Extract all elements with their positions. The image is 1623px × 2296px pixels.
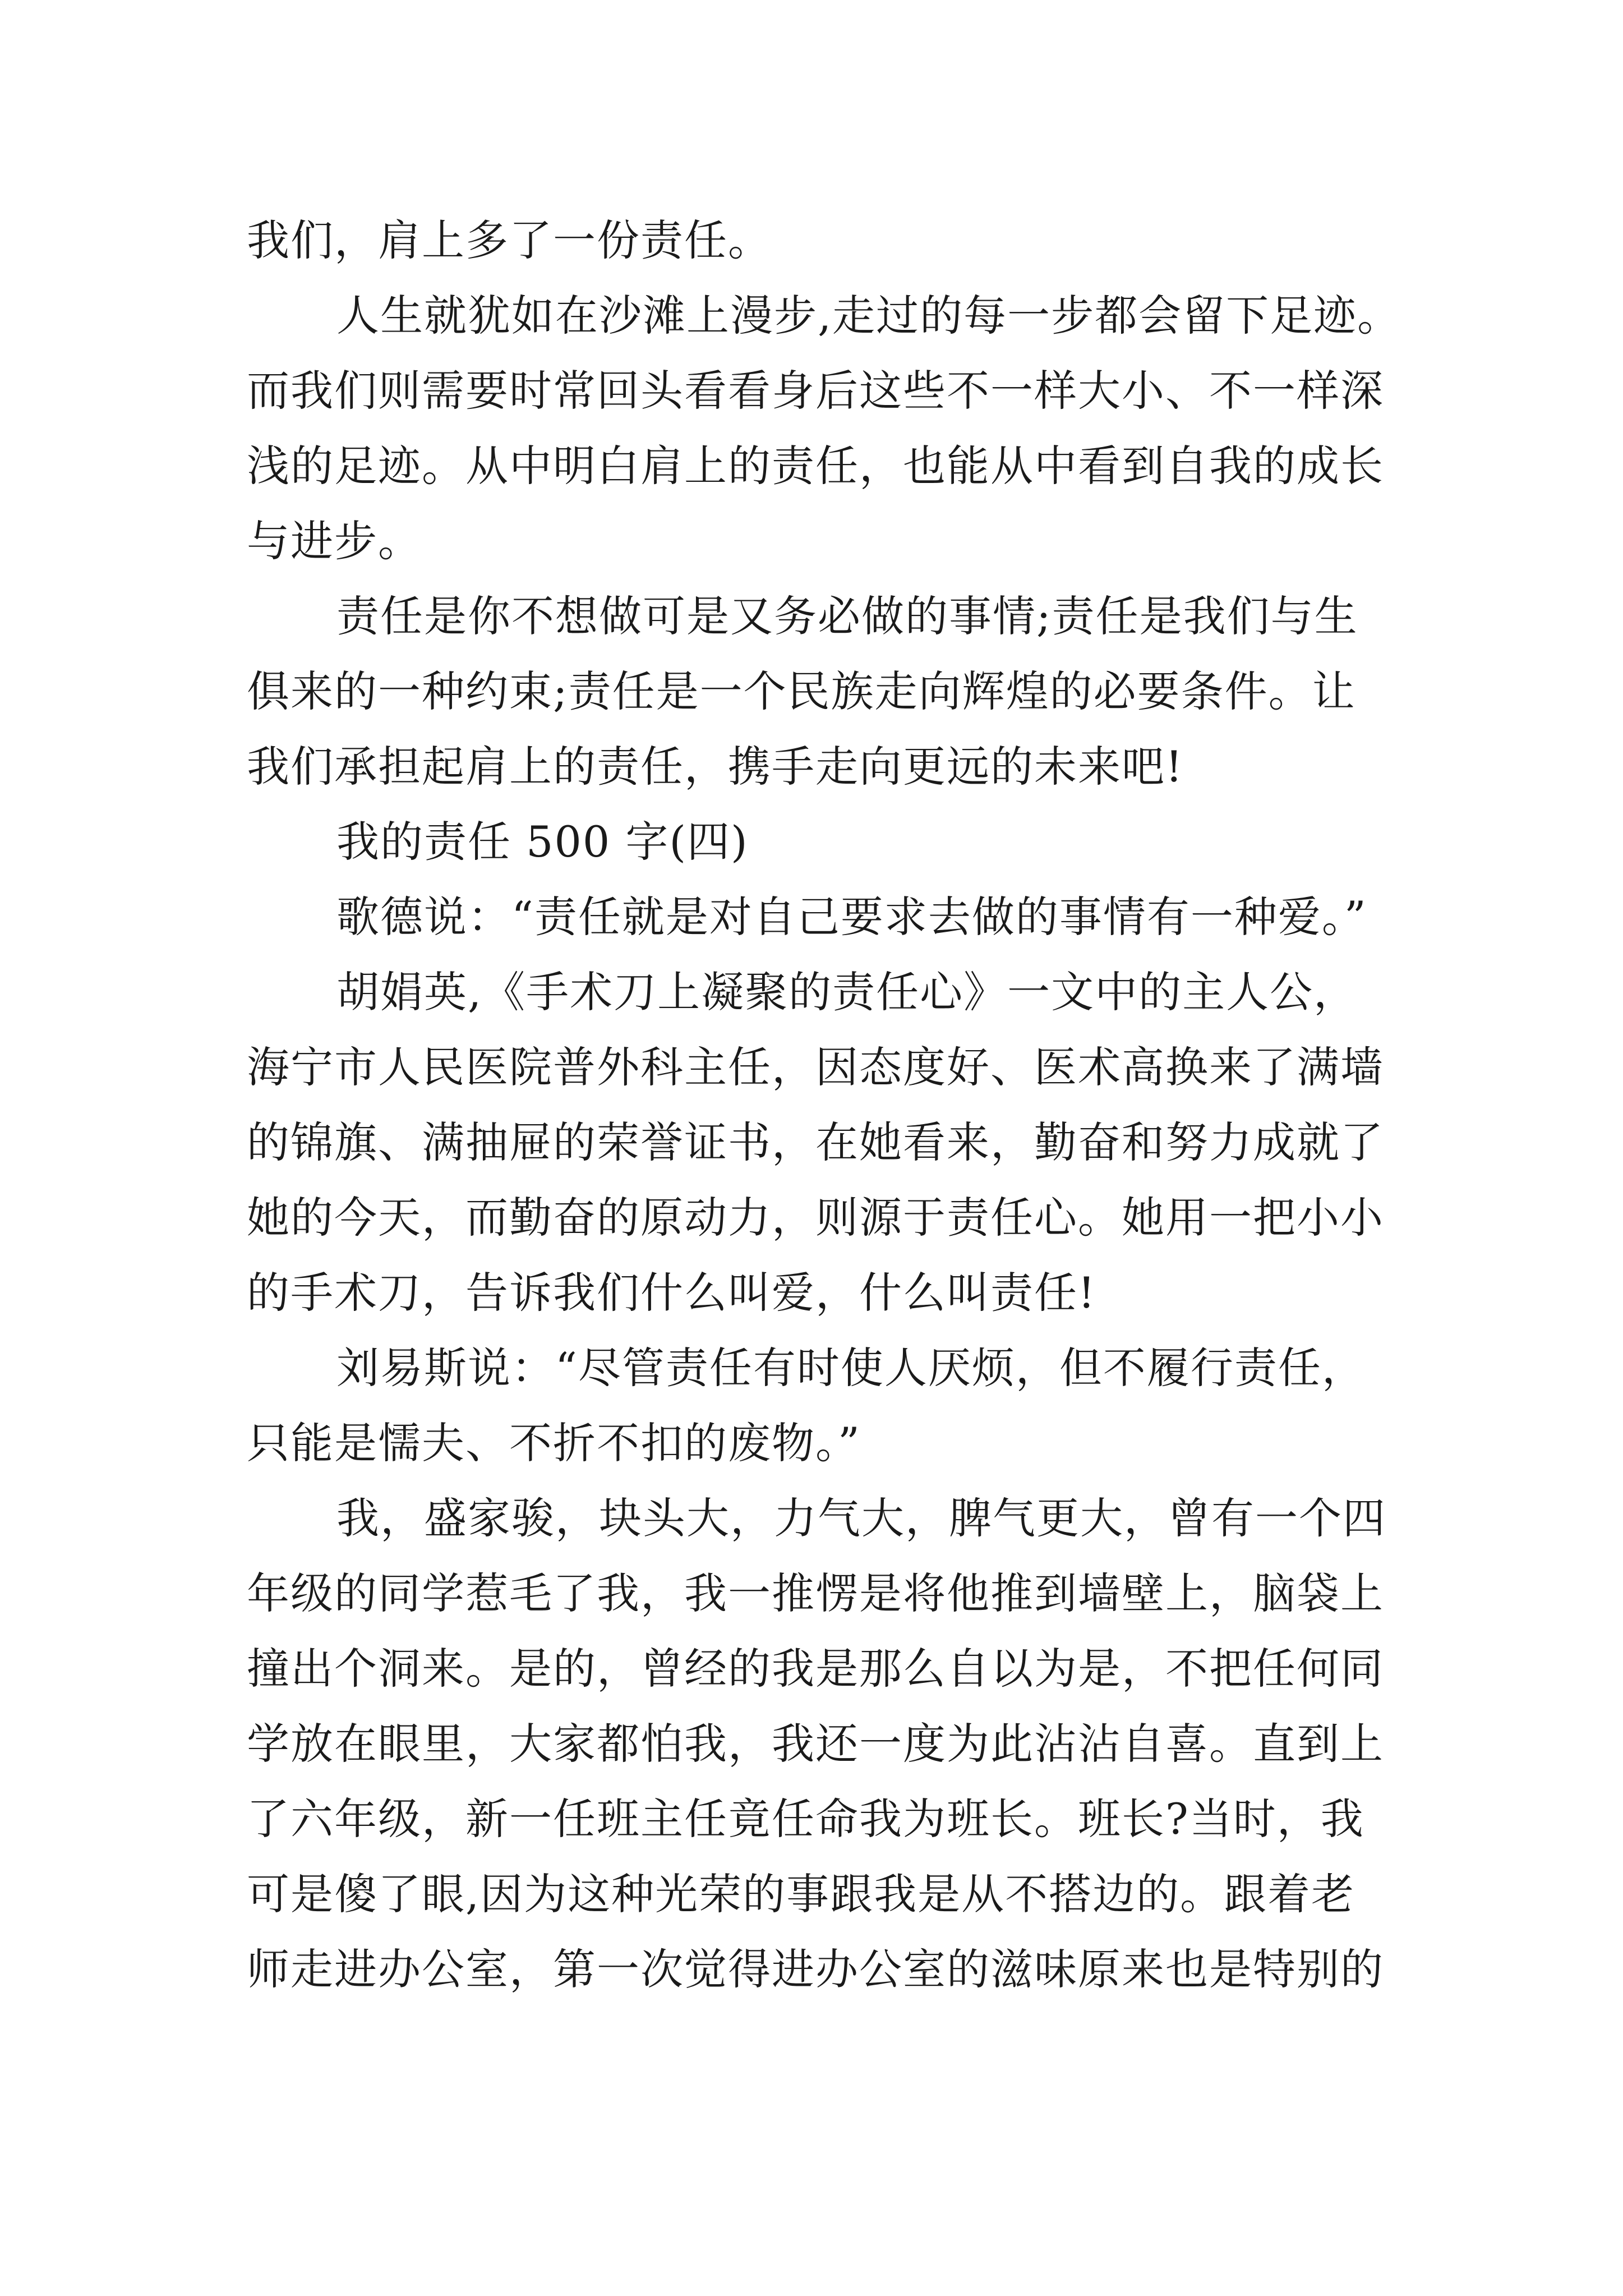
text-line: 我的责任 500 字(四) [336, 817, 749, 867]
text-line: 只能是懦夫、不折不扣的废物。” [247, 1418, 861, 1468]
text-line: 师走进办公室，第一次觉得进办公室的滋味原来也是特别的 [247, 1944, 1384, 1994]
text-line: 海宁市人民医院普外科主任，因态度好、医术高换来了满墙 [247, 1042, 1384, 1092]
text-line: 歌德说：“责任就是对自己要求去做的事情有一种爱。” [336, 892, 1367, 942]
text-line: 刘易斯说：“尽管责任有时使人厌烦，但不履行责任， [336, 1343, 1366, 1393]
text-line: 我们承担起肩上的责任，携手走向更远的未来吧! [247, 742, 1184, 792]
text-line: 胡娟英,《手术刀上凝聚的责任心》一文中的主人公， [336, 967, 1358, 1017]
text-line: 俱来的一种约束;责任是一个民族走向辉煌的必要条件。让 [247, 666, 1356, 716]
text-line: 的锦旗、满抽屉的荣誉证书，在她看来，勤奋和努力成就了 [247, 1117, 1384, 1167]
text-line: 浅的足迹。从中明白肩上的责任，也能从中看到自我的成长 [247, 441, 1384, 491]
text-line: 我们，肩上多了一份责任。 [247, 215, 772, 265]
text-line: 人生就犹如在沙滩上漫步,走过的每一步都会留下足迹。 [336, 291, 1401, 341]
text-line: 年级的同学惹毛了我，我一推愣是将他推到墙壁上，脑袋上 [247, 1568, 1384, 1618]
text-line: 了六年级，新一任班主任竟任命我为班长。班长?当时，我 [247, 1794, 1364, 1844]
text-line: 而我们则需要时常回头看看身后这些不一样大小、不一样深 [247, 366, 1384, 416]
document-body [247, 203, 1401, 2007]
text-line: 的手术刀，告诉我们什么叫爱，什么叫责任! [247, 1268, 1096, 1318]
text-line: 她的今天，而勤奋的原动力，则源于责任心。她用一把小小 [247, 1193, 1384, 1243]
text-line: 与进步。 [247, 516, 422, 566]
text-line: 撞出个洞来。是的，曾经的我是那么自以为是，不把任何同 [247, 1644, 1384, 1694]
text-line: 责任是你不想做可是又务必做的事情;责任是我们与生 [336, 591, 1358, 641]
text-line: 学放在眼里，大家都怕我，我还一度为此沾沾自喜。直到上 [247, 1719, 1384, 1769]
text-line: 我，盛家骏，块头大，力气大，脾气更大，曾有一个四 [336, 1493, 1386, 1543]
text-line: 可是傻了眼,因为这种光荣的事跟我是从不搭边的。跟着老 [247, 1869, 1355, 1919]
